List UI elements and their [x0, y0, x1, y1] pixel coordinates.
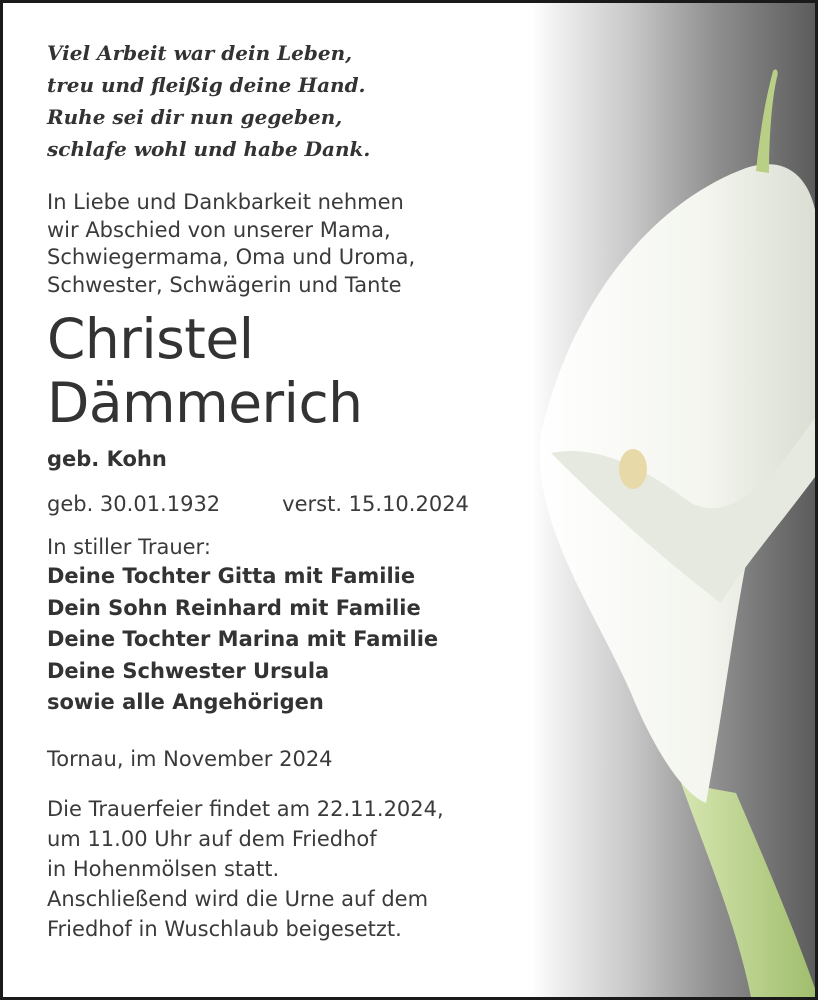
verse-line: treu und fleißig deine Hand.	[47, 73, 366, 97]
verse-line: Viel Arbeit war dein Leben,	[47, 41, 353, 65]
place-date: Tornau, im November 2024	[47, 746, 333, 771]
deceased-first-name: Christel	[47, 307, 254, 371]
mourner-item: Deine Tochter Marina mit Familie	[47, 627, 439, 651]
deceased-name	[47, 307, 547, 435]
intro-line: In Liebe und Dankbarkeit nehmen	[47, 190, 404, 214]
verse-line: Ruhe sei dir nun gegeben,	[47, 105, 343, 129]
birth-date: geb. 30.01.1932	[47, 492, 221, 516]
verse-line: schlafe wohl und habe Dank.	[47, 137, 371, 161]
death-date: verst. 15.10.2024	[282, 492, 469, 516]
notice-text	[47, 37, 547, 944]
maiden-name: geb. Kohn	[47, 447, 167, 471]
service-line: Friedhof in Wuschlaub beigesetzt.	[47, 916, 402, 941]
funeral-service-info	[47, 794, 547, 944]
mourner-item: Deine Tochter Gitta mit Familie	[47, 564, 416, 588]
intro-line: Schwester, Schwägerin und Tante	[47, 272, 402, 297]
mourner-item: sowie alle Angehörigen	[47, 690, 324, 714]
service-line: Anschließend wird die Urne auf dem	[47, 886, 429, 911]
mourner-item: Dein Sohn Reinhard mit Familie	[47, 595, 421, 620]
life-dates	[47, 490, 547, 518]
calla-lily-icon	[531, 3, 815, 997]
flower-image	[531, 3, 815, 997]
memorial-verse	[47, 37, 547, 165]
mourning-intro: In stiller Trauer:	[47, 535, 211, 559]
farewell-intro	[47, 189, 547, 299]
mourners-list	[47, 561, 547, 719]
service-line: in Hohenmölsen statt.	[47, 856, 280, 881]
intro-line: Schwiegermama, Oma und Uroma,	[47, 245, 416, 269]
service-line: Die Trauerfeier findet am 22.11.2024,	[47, 796, 444, 821]
deceased-last-name: Dämmerich	[47, 371, 363, 435]
intro-line: wir Abschied von unserer Mama,	[47, 217, 391, 242]
service-line: um 11.00 Uhr auf dem Friedhof	[47, 826, 377, 851]
mourner-item: Deine Schwester Ursula	[47, 658, 330, 683]
